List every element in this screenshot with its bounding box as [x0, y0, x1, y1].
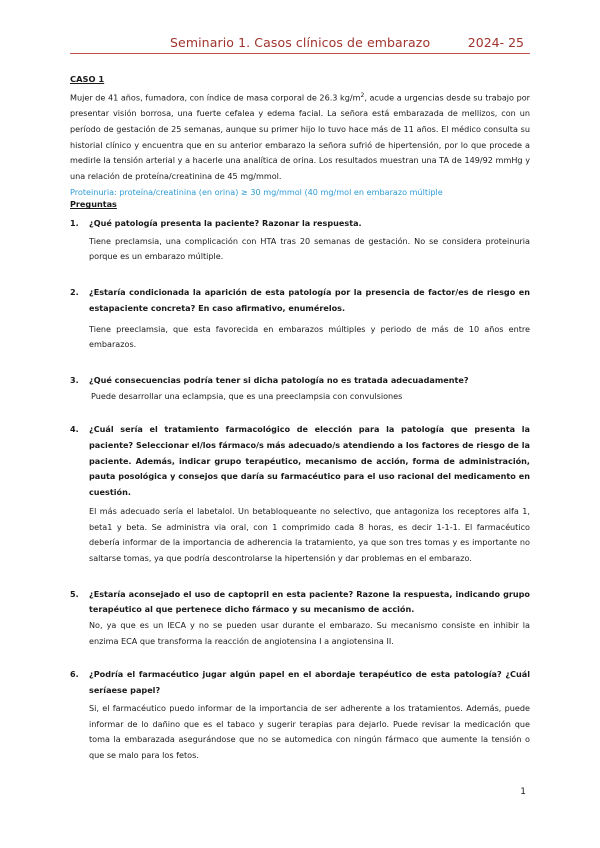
- answer-text: Tiene preeclamsia, que esta favorecida en embarazos múltiples y periodo de más de 10 años entre embarazos.: [89, 323, 530, 350]
- question-text: ¿Qué consecuencias podría tener si dicha patología no es tratada adecuadamente?: [89, 374, 469, 385]
- case-description-part1: Mujer de 41 años, fumadora, con índice de masa corporal de 26.3 kg/m: [70, 92, 361, 103]
- answer-text: Tiene preclamsia, una complicación con HTA tras 20 semanas de gestación. No se considera proteinuria porque es un embarazo múltiple.: [89, 235, 530, 262]
- page-header: [70, 33, 530, 54]
- case-label: CASO 1: [70, 74, 105, 84]
- question-text: ¿Cuál sería el tratamiento farmacológico de elección para la patología que presenta la paciente? Seleccionar el/los fármaco/s más adecuado/s atendiendo a los factores de riesgo de la paciente. Además, indicar grupo terapéutico, mecanismo de acción, forma de administración, pauta posológica y consejos que daría su farmacéutico para el uso racional del medicamento en cuestión.: [89, 424, 530, 498]
- page-number: 1: [520, 787, 526, 797]
- question-number: 1.: [70, 218, 79, 229]
- superscript-2: 2: [360, 91, 365, 99]
- case-description-part2: , acude a urgencias desde su trabajo por presentar visión borrosa, una fuerte cefalea y edema facial. La señora está embarazada de mellizos, con un período de gestación de 25 semanas, aunque su primer hijo lo tuvo hace más de 11 años. El médico consulta su historial clínico y encuentra que en su anterior embarazo la señora sufrió de hipertensión, por lo que procede a medirle la tensión arterial y a hacerle una analítica de orina. Los resultados muestran una TA de 149/92 mmHg y una relación de proteína/creatinina de 45 mg/mmol.: [70, 92, 530, 181]
- answer-text: Si, el farmacéutico puedo informar de la importancia de ser adherente a los tratamientos. Además, puede informar de lo dañino que es el tabaco y sugerir terapias para dejarlo. Puede revisar la medicación que toma la embarazada asegurándose que no se automedica con ningún fármaco que aumente la tensión o que se malo para los fetos.: [89, 702, 530, 760]
- question-number: 6.: [70, 669, 79, 680]
- question-6: [70, 667, 530, 763]
- document-title: Seminario 1. Casos clínicos de embarazo: [170, 35, 431, 50]
- answer-text: El más adecuado sería el labetalol. Un betabloqueante no selectivo, que antagoniza los receptores alfa 1, beta1 y beta. Se administra via oral, con 1 comprimido cada 8 horas, es decir 1-1-1. El farmacéutico debería informar de la importancia de adherencia la tratamiento, ya que son tres tomas y es importante no saltarse tomas, ya que podría descontrolarse la hipertensión y dar problemas en el embarazo.: [89, 505, 530, 563]
- question-3: [70, 373, 530, 404]
- answer-text: No, ya que es un IECA y no se pueden usar durante el embarazo. Su mecanismo consiste en inhibir la enzima ECA que transforma la reacción de angiotensina I a angiotensina II.: [89, 620, 530, 646]
- question-number: 5.: [70, 588, 79, 599]
- case-description: [70, 88, 530, 185]
- proteinuria-note: Proteinuria: proteína/creatinina (en orina) ≥ 30 mg/mmol (40 mg/mol en embarazo múltiple: [70, 186, 443, 197]
- document-body: [70, 72, 530, 764]
- question-number: 2.: [70, 287, 79, 298]
- questions-heading: Preguntas: [70, 199, 117, 210]
- question-number: 3.: [70, 374, 79, 385]
- question-text: ¿Podría el farmacéutico jugar algún papel en el abordaje terapéutico de esta patología? ¿Cuál seríaese papel?: [89, 669, 530, 696]
- question-text: ¿Estaría condicionada la aparición de esta patología por la presencia de factor/es de riesgo en estapaciente concreta? En caso afirmativo, enumérelos.: [89, 287, 530, 313]
- answer-text: Puede desarrollar una eclampsia, que es una preeclampsia con convulsiones: [91, 390, 403, 401]
- question-4: [70, 422, 530, 566]
- question-5: [70, 587, 530, 650]
- question-1: [70, 216, 530, 265]
- academic-year: 2024- 25: [467, 35, 524, 50]
- question-number: 4.: [70, 424, 79, 435]
- question-text: ¿Qué patología presenta la paciente? Razonar la respuesta.: [89, 218, 362, 229]
- question-text: ¿Estaría aconsejado el uso de captopril en esta paciente? Razone la respuesta, indicando grupo terapéutico al que pertenece dicho fármaco y su mecanismo de acción.: [89, 588, 530, 615]
- question-2: [70, 285, 530, 353]
